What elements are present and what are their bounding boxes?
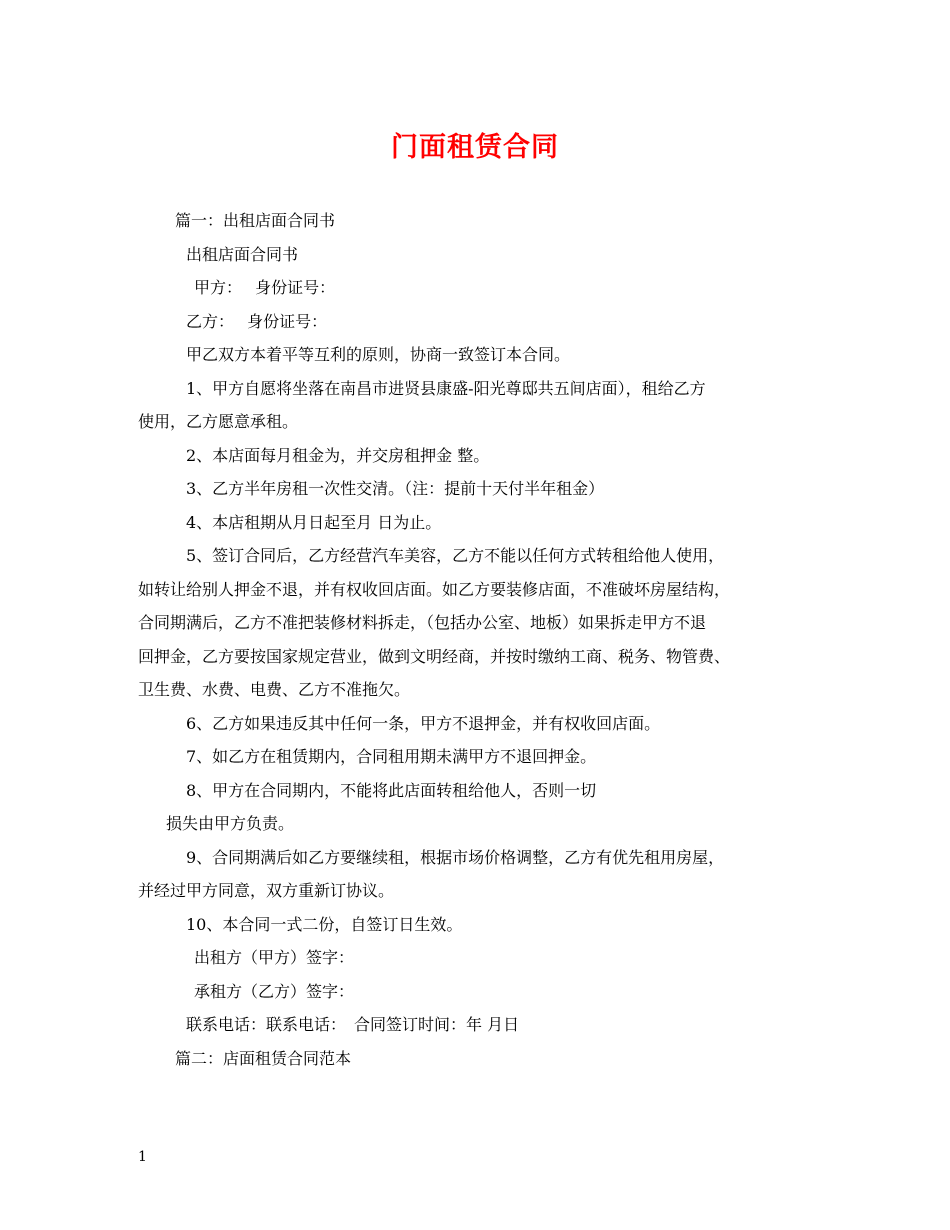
contract-subtitle: 出租店面合同书 (186, 244, 299, 264)
clause-7: 7、如乙方在租赁期内，合同租用期未满甲方不退回押金。 (186, 747, 597, 766)
clause-5: 5、签订合同后，乙方经营汽车美容，乙方不能以任何方式转租给他人使用， (186, 546, 725, 565)
lessor-signature: 出租方（甲方）签字： (194, 948, 355, 967)
clause-1: 1、甲方自愿将坐落在南昌市进贤县康盛-阳光尊邸共五间店面），租给乙方 (186, 378, 706, 398)
clause-8-cont: 损失由甲方负责。 (166, 814, 295, 833)
clause-8: 8、甲方在合同期内，不能将此店面转租给他人，否则一切 (186, 780, 597, 800)
lessee-signature: 承租方（乙方）签字： (194, 981, 355, 1001)
clause-6: 6、乙方如果违反其中任何一条，甲方不退押金，并有权收回店面。 (186, 713, 661, 733)
clause-2: 2、本店面每月租金为，并交房租押金 整。 (186, 445, 490, 465)
clause-10: 10、本合同一式二份，自签订日生效。 (186, 914, 463, 934)
party-b-line: 乙方： 身份证号： (186, 311, 328, 331)
contact-and-date: 联系电话：联系电话： 合同签订时间：年 月日 (186, 1015, 520, 1034)
clause-4: 4、本店租期从月日起至月 日为止。 (186, 512, 442, 532)
clause-9-cont: 并经过甲方同意，双方重新订协议。 (138, 881, 395, 900)
clause-5-cont-1: 如转让给别人押金不退，并有权收回店面。如乙方要装修店面，不准破坏房屋结构， (138, 579, 731, 599)
clause-5-cont-2: 合同期满后，乙方不准把装修材料拆走，（包括办公室、地板）如果拆走甲方不退 (138, 613, 707, 632)
clause-5-cont-3: 回押金，乙方要按国家规定营业，做到文明经商，并按时缴纳工商、税务、物管费、 (138, 646, 731, 666)
section-heading-1: 篇一：出租店面合同书 (175, 211, 336, 230)
preamble: 甲乙双方本着平等互利的原则，协商一致签订本合同。 (186, 345, 571, 364)
section-heading-2: 篇二：店面租赁合同范本 (175, 1048, 352, 1068)
page-number: 1 (138, 1149, 147, 1165)
document-body (138, 204, 818, 1075)
clause-1-cont: 使用，乙方愿意承租。 (138, 412, 299, 431)
clause-3: 3、乙方半年房租一次性交清。（注：提前十天付半年租金） (186, 479, 605, 498)
clause-9: 9、合同期满后如乙方要继续租，根据市场价格调整，乙方有优先租用房屋， (186, 847, 725, 867)
clause-5-cont-4: 卫生费、水费、电费、乙方不准拖欠。 (138, 680, 411, 699)
party-a-line: 甲方： 身份证号： (194, 278, 336, 297)
document-title: 门面租赁合同 (391, 132, 559, 163)
